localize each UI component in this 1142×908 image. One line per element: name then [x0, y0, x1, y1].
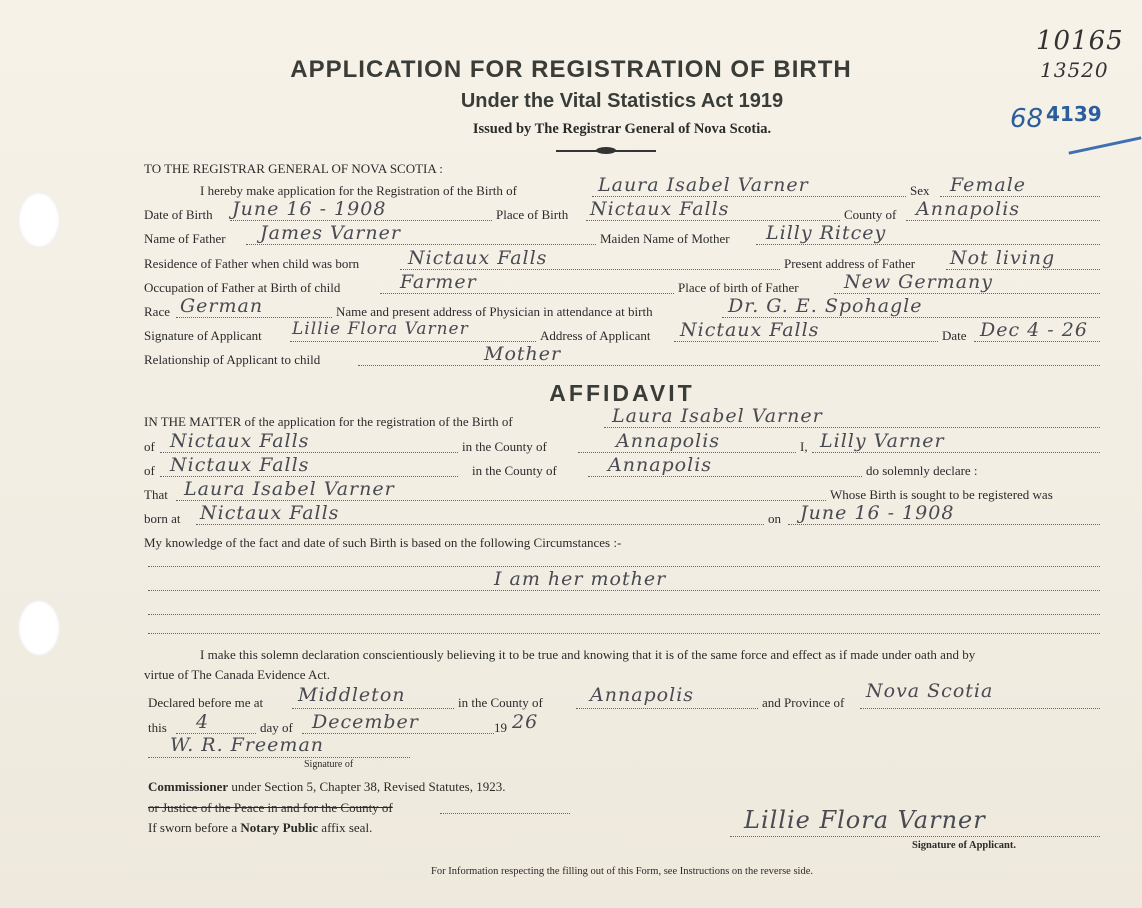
declare-label: do solemnly declare : — [866, 463, 978, 478]
affidavit-heading: AFFIDAVIT — [549, 380, 695, 406]
matter-label: IN THE MATTER of the application for the registration of the Birth of — [144, 414, 513, 429]
county1-label: in the County of — [462, 439, 547, 454]
declaration-text-2: virtue of The Canada Evidence Act. — [144, 667, 331, 682]
notary-text-2: affix seal. — [321, 820, 373, 835]
punch-hole-bottom — [18, 600, 60, 656]
day-value: 4 — [196, 711, 210, 733]
jp-county-line — [440, 813, 570, 814]
to-registrar: TO THE REGISTRAR GENERAL OF NOVA SCOTIA : — [144, 161, 443, 176]
circumstance-line-2 — [148, 590, 1100, 591]
matter-line — [604, 427, 1100, 428]
present-line — [946, 269, 1100, 270]
applicant-addr-line — [674, 341, 938, 342]
child-name-line — [592, 196, 906, 197]
day-label: day of — [260, 720, 293, 735]
race-value: German — [180, 295, 264, 317]
that-line — [176, 500, 826, 501]
province-line — [860, 708, 1100, 709]
punch-hole-top — [18, 192, 60, 248]
occupation-line — [380, 293, 674, 294]
father-birth-value: New Germany — [844, 271, 993, 293]
occupation-value: Farmer — [400, 271, 477, 293]
date-value: Dec 4 - 26 — [980, 319, 1088, 341]
declarant-line — [812, 452, 1100, 453]
county1-value: Annapolis — [616, 430, 721, 452]
commissioner-line — [148, 779, 505, 795]
father-line — [246, 244, 596, 245]
born-at-value: Nictaux Falls — [200, 502, 340, 524]
physician-value: Dr. G. E. Spohagle — [728, 295, 923, 317]
registration-stamp: 4139 — [1046, 102, 1102, 126]
form-subtitle: Under the Vital Statistics Act 1919 — [460, 90, 784, 112]
date-line — [974, 341, 1100, 342]
of1-value: Nictaux Falls — [170, 430, 310, 452]
mother-value: Lilly Ritcey — [766, 222, 887, 244]
applicant-addr-value: Nictaux Falls — [680, 319, 820, 341]
corner-number-1: 10165 — [1036, 26, 1124, 56]
notary-text-1: If sworn before a — [148, 820, 238, 835]
sig-of-label: Signature of — [304, 759, 354, 770]
notary-public: Notary Public — [240, 820, 319, 835]
relationship-line — [358, 365, 1100, 366]
county2-label: in the County of — [472, 463, 557, 478]
present-value: Not living — [950, 247, 1056, 269]
commissioner-text: under Section 5, Chapter 38, Revised Statutes, 1923. — [231, 779, 506, 794]
applicant-signature: Lillie Flora Varner — [744, 806, 986, 834]
declaration-text-1: I make this solemn declaration conscientiously believing it to be true and knowing that it is of the same force and effect as if made under oath and by — [200, 647, 976, 662]
physician-label: Name and present address of Physician in attendance at birth — [336, 304, 653, 319]
of2-line — [160, 476, 458, 477]
residence-line — [400, 269, 780, 270]
province-value: Nova Scotia — [866, 680, 994, 702]
father-value: James Varner — [260, 222, 401, 244]
declared-at-value: Middleton — [298, 684, 406, 706]
year-value: 26 — [512, 711, 539, 733]
issued-by: Issued by The Registrar General of Nova Scotia. — [472, 121, 772, 137]
place-value: Nictaux Falls — [590, 198, 730, 220]
commissioner-sig-line — [148, 757, 410, 758]
form-title: APPLICATION FOR REGISTRATION OF BIRTH — [290, 56, 852, 83]
date-label: Date — [942, 328, 967, 343]
circumstance-value: I am her mother — [494, 568, 667, 590]
born-line — [196, 524, 764, 525]
that-label: That — [144, 487, 168, 502]
county3-value: Annapolis — [590, 684, 695, 706]
title-ornament-center — [596, 147, 616, 154]
place-label: Place of Birth — [496, 207, 569, 222]
applicant-signature-line — [730, 836, 1100, 837]
place-line — [586, 220, 840, 221]
county3-label: in the County of — [458, 695, 543, 710]
mother-line — [756, 244, 1100, 245]
sex-label: Sex — [910, 183, 930, 198]
of2-value: Nictaux Falls — [170, 454, 310, 476]
race-label: Race — [144, 304, 170, 319]
corner-number-2: 13520 — [1040, 58, 1109, 82]
province-label: and Province of — [762, 695, 845, 710]
of1-line — [160, 452, 458, 453]
circumstance-line-3 — [148, 614, 1100, 615]
circumstance-line-4 — [148, 633, 1100, 634]
month-value: December — [312, 711, 419, 733]
intro-label: I hereby make application for the Registration of the Birth of — [200, 183, 517, 198]
father-birth-line — [834, 293, 1100, 294]
applicant-sig-value: Lillie Flora Varner — [292, 319, 469, 339]
of1-label: of — [144, 439, 155, 454]
that-value: Laura Isabel Varner — [184, 478, 395, 500]
dob-line — [230, 220, 492, 221]
county2-line — [588, 476, 862, 477]
declared-label: Declared before me at — [148, 695, 264, 710]
residence-label: Residence of Father when child was born — [144, 256, 360, 271]
father-birth-label: Place of birth of Father — [678, 280, 799, 295]
occupation-label: Occupation of Father at Birth of child — [144, 280, 341, 295]
relationship-label: Relationship of Applicant to child — [144, 352, 321, 367]
commissioner-label: Commissioner — [148, 779, 229, 794]
present-label: Present address of Father — [784, 256, 916, 271]
applicant-sig-line — [290, 341, 536, 342]
county3-line — [576, 708, 758, 709]
of2-label: of — [144, 463, 155, 478]
residence-value: Nictaux Falls — [408, 247, 548, 269]
dob-label: Date of Birth — [144, 207, 213, 222]
whose-label: Whose Birth is sought to be registered was — [830, 487, 1053, 502]
county1-line — [578, 452, 796, 453]
month-line — [302, 733, 494, 734]
sex-value: Female — [950, 174, 1027, 196]
county2-value: Annapolis — [608, 454, 713, 476]
county-line — [906, 220, 1100, 221]
on-label: on — [768, 511, 781, 526]
declared-line — [292, 708, 454, 709]
knowledge-label: My knowledge of the fact and date of such Birth is based on the following Circumstances :- — [144, 535, 622, 550]
born-label: born at — [144, 511, 181, 526]
declarant-value: Lilly Varner — [820, 430, 945, 452]
commissioner-signature: W. R. Freeman — [170, 734, 325, 756]
this-label: this — [148, 720, 167, 735]
physician-line — [722, 317, 1100, 318]
applicant-addr-label: Address of Applicant — [540, 328, 651, 343]
circumstance-line-1 — [148, 566, 1100, 567]
county-value: Annapolis — [916, 198, 1021, 220]
race-line — [176, 317, 332, 318]
i-label: I, — [800, 439, 808, 454]
dob-value: June 16 - 1908 — [232, 198, 387, 220]
county-label: County of — [844, 207, 897, 222]
matter-value: Laura Isabel Varner — [612, 405, 823, 427]
footer-note: For Information respecting the filling out of this Form, see Instructions on the reverse side. — [430, 866, 813, 877]
father-label: Name of Father — [144, 231, 226, 246]
on-line — [788, 524, 1100, 525]
stamp-prefix: 68 — [1010, 104, 1044, 134]
applicant-sig-label: Signature of Applicant — [144, 328, 262, 343]
justice-of-peace-text: or Justice of the Peace in and for the County of — [148, 800, 393, 815]
applicant-signature-label: Signature of Applicant. — [912, 840, 1016, 851]
born-on-value: June 16 - 1908 — [800, 502, 955, 524]
sex-line — [940, 196, 1100, 197]
notary-line — [148, 820, 372, 836]
relationship-value: Mother — [484, 343, 562, 365]
year-prefix: 19 — [494, 720, 507, 735]
mother-label: Maiden Name of Mother — [600, 231, 730, 246]
child-name-value: Laura Isabel Varner — [598, 174, 809, 196]
